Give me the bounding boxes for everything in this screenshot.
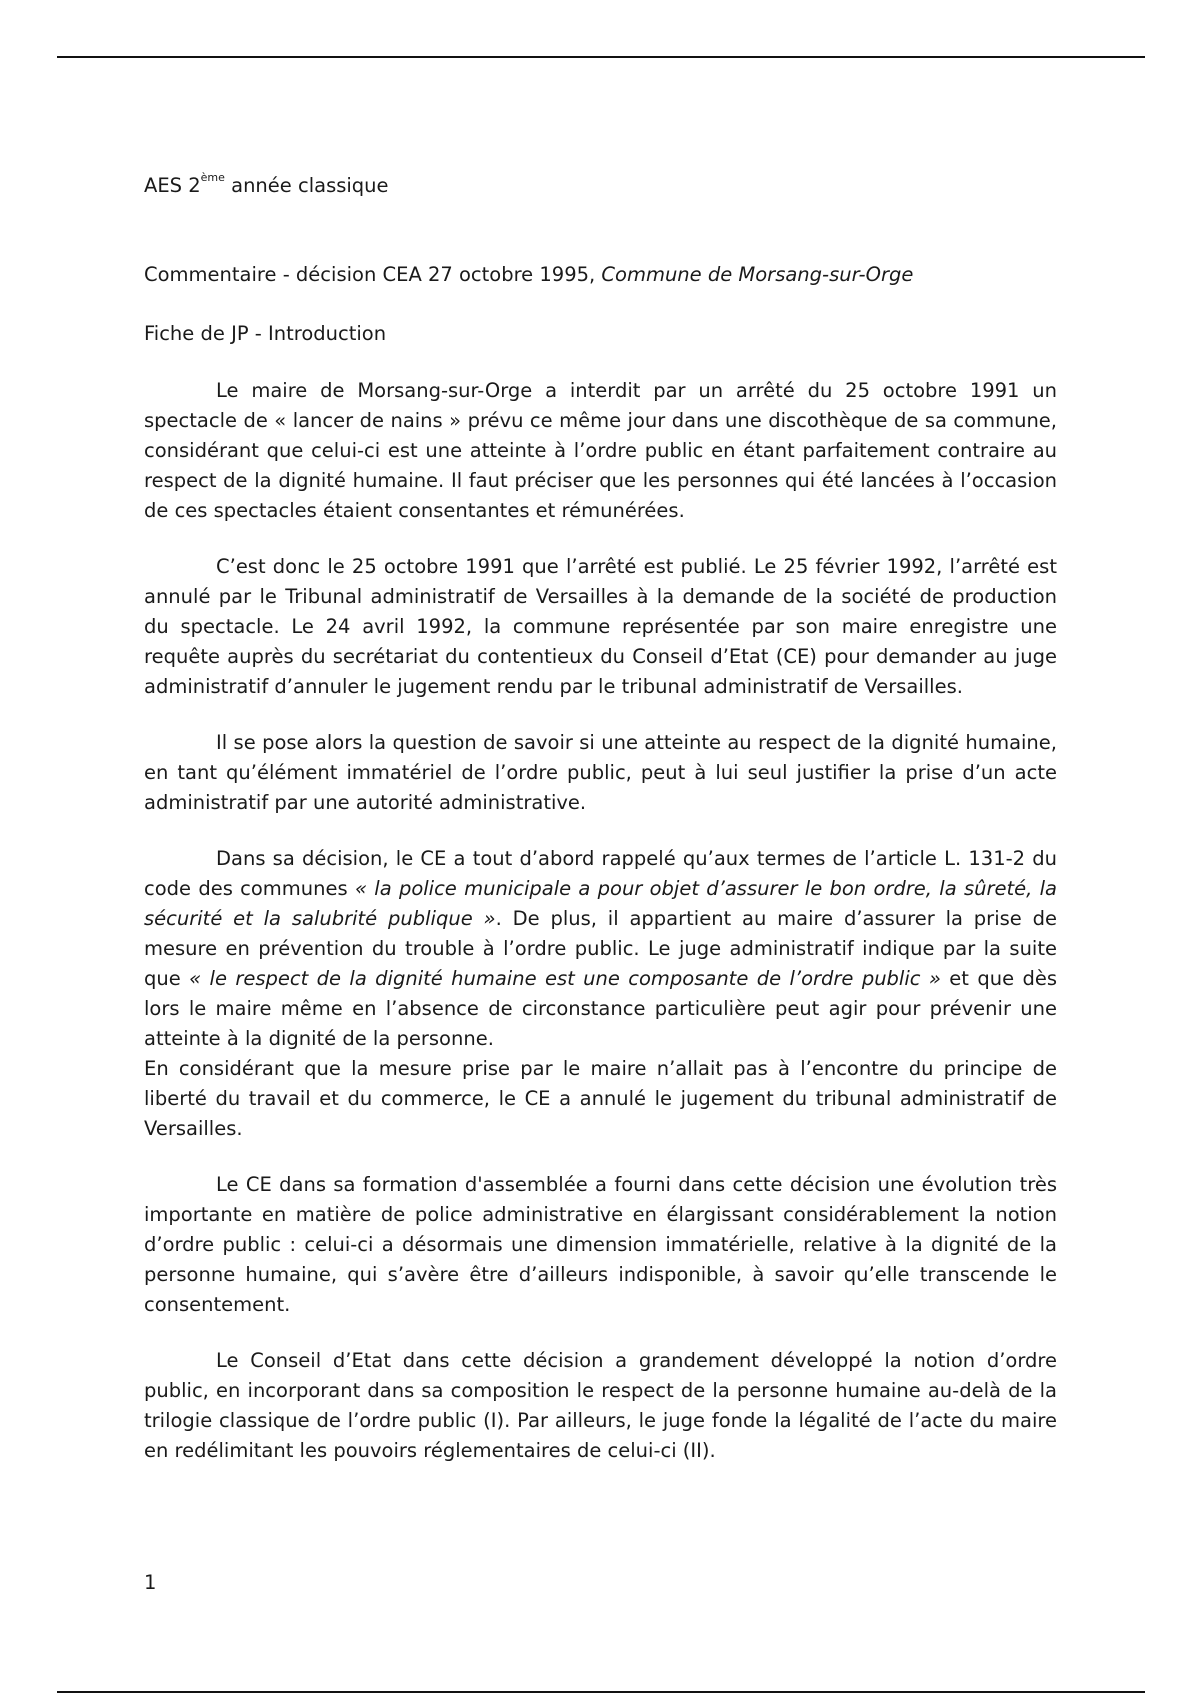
paragraph-legal-question: Il se pose alors la question de savoir si une atteinte au respect de la dignité humaine, en tant qu’élément immatériel de l’ordre public, peut à lui seul justifier la prise d’un acte administratif par une autorité administrative. (144, 731, 1057, 814)
solution-quote-article: « la police municipale a pour objet d’assurer le bon ordre, la sûreté, la sécurité et la salubrité publique » (144, 877, 1057, 930)
solution-text-c: et que dès lors le maire même en l’absence de circonstance particulière peut agir pour prévenir une atteinte à la dignité de la personne. (144, 967, 1057, 1050)
footer-rule (57, 1691, 1145, 1693)
paragraph-solution (144, 844, 1057, 1054)
page-number: 1 (144, 1571, 157, 1594)
paragraph-procedure: C’est donc le 25 octobre 1991 que l’arrêté est publié. Le 25 février 1992, l’arrêté est annulé par le Tribunal administratif de Versailles à la demande de la société de production du spectacle. Le 24 avril 1992, la commune représentée par son maire enregistre une requête auprès du secrétariat du contentieux du Conseil d’Etat (CE) pour demander au juge administratif d’annuler le jugement rendu par le tribunal administratif de Versailles. (144, 555, 1057, 698)
document-subtitle: Fiche de JP - Introduction (144, 322, 387, 345)
course-year-heading (144, 171, 1057, 201)
ordinal-superscript: ème (200, 170, 225, 184)
course-year-suffix: année classique (224, 174, 389, 197)
case-name: Commune de Morsang-sur-Orge (601, 263, 914, 286)
document-body (144, 171, 1057, 1492)
document-title-prefix: Commentaire - décision CEA 27 octobre 1995, (144, 263, 602, 286)
paragraph-facts: Le maire de Morsang-sur-Orge a interdit par un arrêté du 25 octobre 1991 un spectacle de « lancer de nains » prévu ce même jour dans une discothèque de sa commune, considérant que celui-ci est une atteinte à l’ordre public en étant parfaitement contraire au respect de la dignité humaine. Il faut préciser que les personnes qui été lancées à l’occasion de ces spectacles étaient consentantes et rémunérées. (144, 379, 1057, 522)
header-rule (57, 56, 1145, 58)
solution-quote-dignity: « le respect de la dignité humaine est une composante de l’ordre public » (189, 967, 941, 990)
paragraph-significance: Le CE dans sa formation d'assemblée a fourni dans cette décision une évolution très importante en matière de police administrative en élargissant considérablement la notion d’ordre public : celui-ci a désormais une dimension immatérielle, relative à la dignité de la personne humaine, qui s’avère être d’ailleurs indisponible, à savoir qu’elle transcende le consentement. (144, 1173, 1057, 1316)
solution-text-a: Dans sa décision, le CE a tout d’abord rappelé qu’aux termes de l’article L. 131-2 du code des communes (144, 847, 1057, 900)
document-title (144, 260, 1057, 290)
course-year-prefix: AES 2 (144, 174, 201, 197)
paragraph-ruling: En considérant que la mesure prise par le maire n’allait pas à l’encontre du principe de liberté du travail et du commerce, le CE a annulé le jugement du tribunal administratif de Versailles. (144, 1057, 1057, 1140)
solution-text-b: . De plus, il appartient au maire d’assurer la prise de mesure en prévention du trouble à l’ordre public. Le juge administratif indique par la suite que (144, 907, 1057, 990)
paragraph-outline: Le Conseil d’Etat dans cette décision a grandement développé la notion d’ordre public, en incorporant dans sa composition le respect de la personne humaine au-delà de la trilogie classique de l’ordre public (I). Par ailleurs, le juge fonde la légalité de l’acte du maire en redélimitant les pouvoirs réglementaires de celui-ci (II). (144, 1349, 1057, 1462)
